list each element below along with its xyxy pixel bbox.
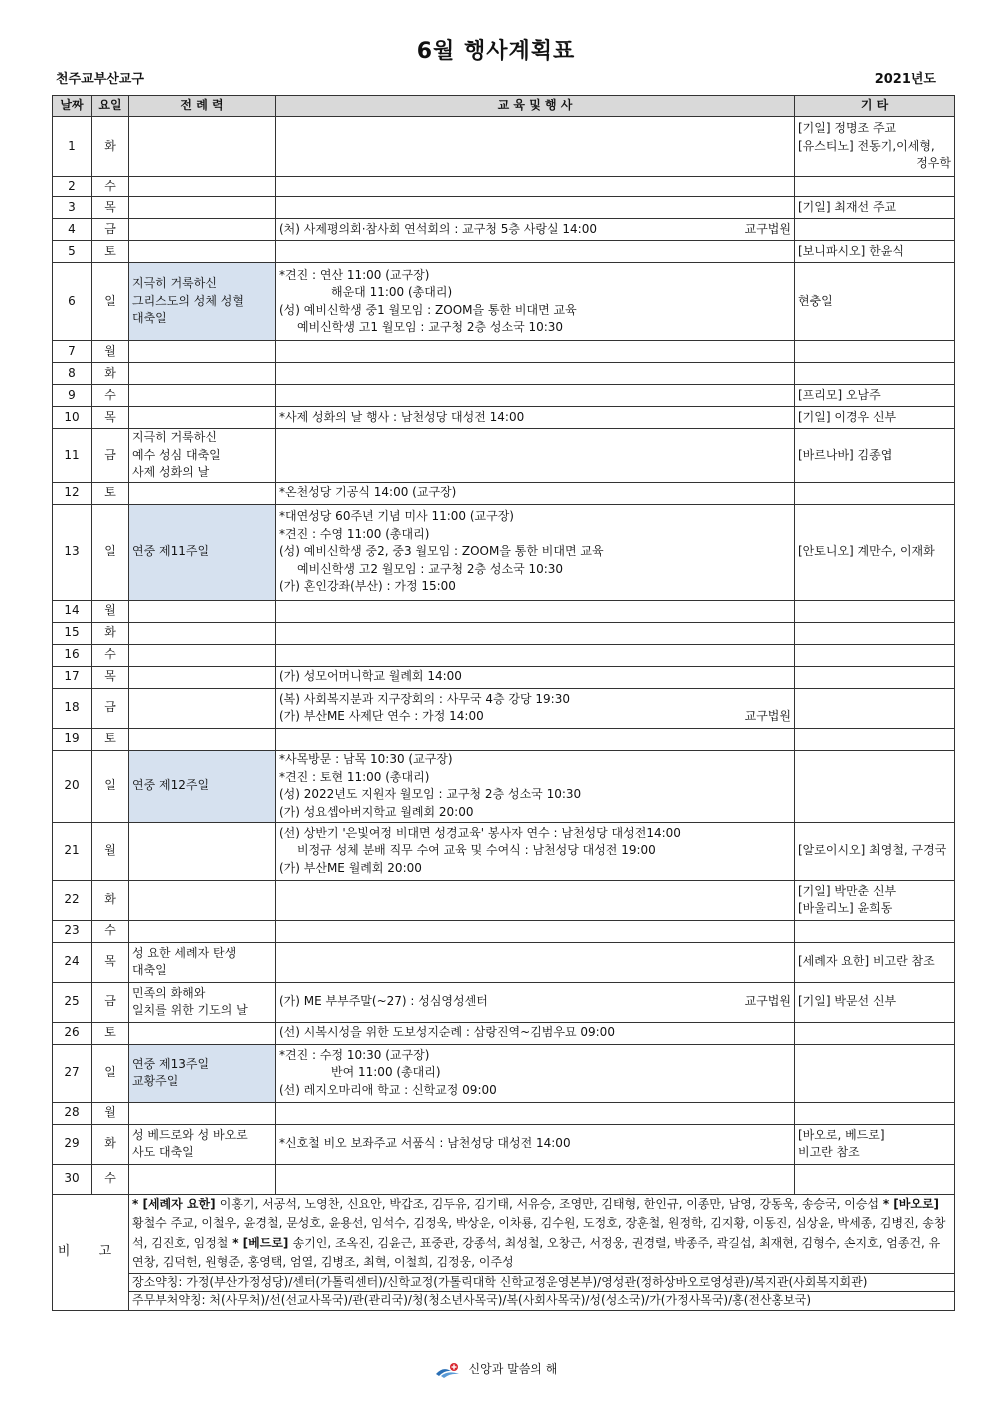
date-cell: 18 [53,688,92,728]
event-location-tag: 교구법원 [744,221,791,236]
liturgy-cell [129,177,276,197]
event-line: (성) 2022년도 지원자 월모임 : 교구청 2층 성소국 10:30 [279,787,582,801]
misc-cell [795,644,955,666]
liturgy-cell [129,1164,276,1194]
misc-cell [795,666,955,688]
events-cell [276,1164,795,1194]
event-line: *견진 : 수정 10:30 (교구장) [279,1047,430,1062]
day-row [53,1102,955,1124]
day-row [53,363,955,385]
weekday-cell: 수 [92,920,129,942]
misc-cell [795,263,955,341]
notes-names [129,1194,955,1273]
weekday-cell: 화 [92,117,129,177]
misc-cell [795,177,955,197]
misc-cell [795,241,955,263]
liturgy-cell [129,666,276,688]
day-row [53,263,955,341]
events-cell [276,942,795,982]
weekday-cell: 일 [92,750,129,822]
date-cell: 27 [53,1044,92,1102]
liturgy-line: 일치를 위한 기도의 날 [132,1003,248,1017]
events-cell [276,644,795,666]
misc-line: [기일] 박만춘 신부 [798,883,897,898]
misc-cell [795,750,955,822]
liturgy-line: 지극히 거룩하신 [132,430,217,444]
misc-cell [795,622,955,644]
day-row [53,177,955,197]
misc-cell [795,1044,955,1102]
liturgy-cell [129,942,276,982]
events-cell [276,407,795,429]
events-cell [276,920,795,942]
misc-cell [795,822,955,880]
events-cell [276,1102,795,1124]
year-label: 2021년도 [874,72,936,87]
misc-cell [795,482,955,504]
date-cell: 14 [53,600,92,622]
events-cell [276,822,795,880]
events-cell [276,1124,795,1164]
event-text: (처) 사제평의회·참사회 연석회의 : 교구청 5층 사랑실 14:00 [279,221,597,236]
events-cell [276,429,795,483]
events-cell [276,197,795,219]
event-line: (선) 상반기 '은빛여정 비대면 성경교육' 봉사자 연수 : 남천성당 대성전14:00 [279,825,681,840]
events-cell [276,177,795,197]
day-row [53,407,955,429]
date-cell: 26 [53,1022,92,1044]
header-weekday: 요일 [92,96,129,117]
liturgy-cell [129,341,276,363]
liturgy-cell [129,1044,276,1102]
date-cell: 4 [53,219,92,241]
events-cell [276,728,795,750]
weekday-cell: 월 [92,1102,129,1124]
day-row [53,644,955,666]
date-cell: 23 [53,920,92,942]
liturgy-cell [129,688,276,728]
date-cell: 30 [53,1164,92,1194]
day-row [53,728,955,750]
day-row [53,219,955,241]
day-row [53,622,955,644]
misc-line: [보니파시오] 한윤식 [798,243,904,258]
day-row [53,666,955,688]
liturgy-cell [129,920,276,942]
liturgy-cell [129,1022,276,1044]
liturgy-line: 대축일 [132,311,167,326]
liturgy-cell [129,407,276,429]
date-cell: 17 [53,666,92,688]
page-title: 6월 행사계획표 [416,39,576,64]
events-cell [276,880,795,920]
day-row [53,942,955,982]
events-cell [276,1022,795,1044]
misc-line: [바오로, 베드로] [798,1127,885,1142]
liturgy-line: 성 베드로와 성 바오로 [132,1127,248,1142]
event-line: (선) 시복시성을 위한 도보성지순례 : 삼랑진역~김범우묘 09:00 [279,1025,615,1040]
day-row [53,822,955,880]
day-row [53,688,955,728]
event-line: (성) 예비신학생 중2, 중3 월모임 : ZOOM을 통한 비대면 교육 [279,544,604,559]
day-row [53,750,955,822]
date-cell: 1 [53,117,92,177]
day-row [53,197,955,219]
event-line [279,221,791,239]
liturgy-cell [129,728,276,750]
date-cell: 7 [53,341,92,363]
places-row [53,1273,955,1292]
event-line: 해운대 11:00 (총대리) [331,285,453,299]
footer [0,1360,992,1378]
date-cell: 24 [53,942,92,982]
weekday-cell: 월 [92,600,129,622]
date-cell: 21 [53,822,92,880]
date-cell: 9 [53,385,92,407]
liturgy-line: 교황주일 [132,1074,179,1088]
weekday-cell: 화 [92,363,129,385]
event-line: 예비신학생 고1 월모임 : 교구청 2층 성소국 10:30 [297,320,564,334]
date-cell: 2 [53,177,92,197]
weekday-cell: 수 [92,1164,129,1194]
liturgy-line: 성 요한 세례자 탄생 [132,945,237,960]
date-cell: 5 [53,241,92,263]
liturgy-line: 사도 대축일 [132,1145,194,1159]
liturgy-cell [129,600,276,622]
day-row [53,341,955,363]
misc-cell [795,1022,955,1044]
weekday-cell: 수 [92,177,129,197]
day-row [53,117,955,177]
date-cell: 16 [53,644,92,666]
day-row [53,385,955,407]
misc-cell [795,341,955,363]
liturgy-line: 대축일 [132,963,167,977]
misc-line: [세례자 요한] 비고란 참조 [798,954,935,969]
date-cell: 8 [53,363,92,385]
misc-line: 비고란 참조 [798,1145,860,1159]
places-abbrev: 장소약칭: 가정(부산가정성당)/센터(가톨릭센터)/신학교정(가톨릭대학 신학교정운영본부)/영성관(정하상바오로영성관)/복지관(사회복지회관) [129,1273,955,1292]
weekday-cell: 토 [92,482,129,504]
weekday-cell: 금 [92,429,129,483]
misc-cell [795,1164,955,1194]
date-cell: 3 [53,197,92,219]
event-line: *견진 : 토현 11:00 (총대리) [279,769,430,784]
misc-line: [알로이시오] 최영철, 구경국 [798,843,947,858]
event-text: (복) 사회복지분과 지구장회의 : 사무국 4층 강당 19:30 [279,691,570,706]
liturgy-cell [129,197,276,219]
misc-cell [795,920,955,942]
liturgy-cell [129,363,276,385]
day-row [53,982,955,1022]
misc-cell [795,385,955,407]
misc-cell [795,728,955,750]
date-cell: 29 [53,1124,92,1164]
event-line: 반여 11:00 (총대리) [331,1065,441,1080]
event-line: (가) 성요셉아버지학교 월례회 20:00 [279,804,474,819]
day-row [53,880,955,920]
weekday-cell: 화 [92,880,129,920]
weekday-cell: 월 [92,822,129,880]
date-cell: 15 [53,622,92,644]
event-text: (가) ME 부부주말(~27) : 성심영성센터 [279,994,488,1009]
misc-line: 정우학 [916,156,951,171]
weekday-cell: 월 [92,341,129,363]
liturgy-line: 연중 제12주일 [132,778,210,793]
date-cell: 11 [53,429,92,483]
header-events: 교 육 및 행 사 [276,96,795,117]
event-location-tag: 교구법원 [744,709,791,723]
misc-cell [795,1124,955,1164]
events-cell [276,504,795,600]
offices-row [53,1292,955,1311]
events-cell [276,117,795,177]
events-cell [276,1044,795,1102]
event-line: *사제 성화의 날 행사 : 남천성당 대성전 14:00 [279,409,525,424]
liturgy-cell [129,1124,276,1164]
events-cell [276,363,795,385]
misc-line: [바울리노] 윤희동 [798,901,893,915]
liturgy-cell [129,982,276,1022]
liturgy-line: 예수 성심 대축일 [132,447,221,462]
liturgy-cell [129,263,276,341]
liturgy-line: 그리스도의 성체 성혈 [132,293,244,308]
event-line: *사목방문 : 남목 10:30 (교구장) [279,752,453,766]
notes-group-label: * [베드로] [232,1235,293,1250]
day-row [53,241,955,263]
misc-line: [안토니오] 계만수, 이재화 [798,544,935,559]
misc-line: [기일] 정명조 주교 [798,121,897,136]
notes-group-label: * [세례자 요한] [132,1196,220,1211]
event-text: (가) 부산ME 사제단 연수 : 가정 14:00 [279,709,484,723]
weekday-cell: 금 [92,982,129,1022]
event-line [279,993,791,1011]
misc-cell [795,219,955,241]
event-line: (선) 레지오마리애 학교 : 신학교정 09:00 [279,1082,497,1097]
weekday-cell: 토 [92,241,129,263]
header-row [53,96,955,117]
event-line: *대연성당 60주년 기념 미사 11:00 (교구장) [279,509,514,524]
notes-group-label: * [바오로] [882,1196,940,1211]
organization-name: 천주교부산교구 [56,72,144,87]
misc-cell [795,363,955,385]
weekday-cell: 목 [92,666,129,688]
event-line [279,691,791,709]
header-misc: 기 타 [795,96,955,117]
misc-line: [기일] 박문선 신부 [798,994,897,1009]
liturgy-cell [129,750,276,822]
misc-line: 현충일 [798,293,833,308]
day-row [53,504,955,600]
schedule-table [52,95,955,1311]
liturgy-cell [129,880,276,920]
liturgy-cell [129,385,276,407]
misc-cell [795,117,955,177]
notes-group-names: 이홍기, 서공석, 노영찬, 신요안, 박갑조, 김두유, 김기태, 서유승, 조영만, 김태형, 한인규, 이종만, 남영, 강동욱, 송승국, 이승섭 [219,1196,883,1211]
events-cell [276,219,795,241]
day-row [53,1022,955,1044]
notes-label: 비 고 [53,1194,129,1310]
footer-slogan: 신앙과 말씀의 해 [468,1362,558,1376]
event-line: (가) 부산ME 월례회 20:00 [279,860,422,875]
events-cell [276,263,795,341]
notes-row [53,1194,955,1273]
day-row [53,482,955,504]
liturgy-cell [129,219,276,241]
event-line: *견진 : 수영 11:00 (총대리) [279,526,430,541]
misc-line: [바르나바] 김종엽 [798,447,893,462]
weekday-cell: 수 [92,644,129,666]
notes-group-names: 송기인, 조옥진, 김윤근, 표중관, 강종석, 최성철, 오창근, 서정웅, 권경렬, 박종주, 곽길섭, 최재현, 김형수, 손지호, 엄종건, 유연창, 김덕헌, 원형준, 홍영택, 엄열, 김병조, 최혁, 이철희, 김정웅, 이주성 [132,1235,941,1269]
header-date: 날짜 [53,96,92,117]
misc-cell [795,880,955,920]
event-line: (가) 성모어머니학교 월례회 14:00 [279,669,462,684]
date-cell: 28 [53,1102,92,1124]
misc-line: [유스티노] 전동기,이세형, [798,138,935,153]
weekday-cell: 금 [92,688,129,728]
event-line: *온천성당 기공식 14:00 (교구장) [279,485,457,500]
day-row [53,429,955,483]
misc-cell [795,504,955,600]
liturgy-cell [129,822,276,880]
notes-group-names: 황철수 주교, 이철우, 윤경철, 문성호, 윤용선, 임석수, 김정욱, 박상운, 이차룡, 김수원, 도정호, 장훈철, 원정학, 김지황, 이동진, 심상윤, 박세종, 김병진, 송창석, 김진호, 임정철 [132,1216,946,1250]
misc-line: [기일] 이경우 신부 [798,409,897,424]
event-line: *신호철 비오 보좌주교 서품식 : 남천성당 대성전 14:00 [279,1136,571,1151]
misc-cell [795,1102,955,1124]
offices-abbrev: 주무부처약칭: 처(사무처)/선(선교사목국)/관(관리국)/청(청소년사목국)/복(사회사목국)/성(성소국)/가(가정사목국)/홍(전산홍보국) [129,1292,955,1311]
misc-cell [795,688,955,728]
day-row [53,600,955,622]
events-cell [276,750,795,822]
events-cell [276,385,795,407]
liturgy-cell [129,429,276,483]
events-cell [276,982,795,1022]
misc-cell [795,429,955,483]
misc-line: [프리모] 오남주 [798,387,881,402]
weekday-cell: 토 [92,1022,129,1044]
weekday-cell: 일 [92,1044,129,1102]
day-row [53,1124,955,1164]
liturgy-line: 연중 제13주일 [132,1056,210,1071]
date-cell: 22 [53,880,92,920]
liturgy-line: 사제 성화의 날 [132,465,210,479]
event-line [279,708,791,726]
liturgy-cell [129,1102,276,1124]
day-row [53,1044,955,1102]
misc-cell [795,197,955,219]
weekday-cell: 목 [92,197,129,219]
event-line: 비정규 성체 분배 직무 수여 교육 및 수여식 : 남천성당 대성전 19:00 [297,843,656,858]
weekday-cell: 금 [92,219,129,241]
liturgy-line: 연중 제11주일 [132,544,210,559]
liturgy-cell [129,644,276,666]
misc-cell [795,982,955,1022]
date-cell: 6 [53,263,92,341]
date-cell: 20 [53,750,92,822]
events-cell [276,688,795,728]
weekday-cell: 일 [92,504,129,600]
date-cell: 19 [53,728,92,750]
weekday-cell: 화 [92,622,129,644]
weekday-cell: 목 [92,942,129,982]
date-cell: 25 [53,982,92,1022]
events-cell [276,666,795,688]
liturgy-line: 지극히 거룩하신 [132,276,217,291]
liturgy-line: 민족의 화해와 [132,985,206,1000]
misc-cell [795,600,955,622]
events-cell [276,600,795,622]
event-line: (성) 예비신학생 중1 월모임 : ZOOM을 통한 비대면 교육 [279,302,577,317]
events-cell [276,241,795,263]
liturgy-cell [129,241,276,263]
event-line: 예비신학생 고2 월모임 : 교구청 2층 성소국 10:30 [297,561,564,576]
misc-cell [795,942,955,982]
events-cell [276,622,795,644]
date-cell: 13 [53,504,92,600]
events-cell [276,341,795,363]
liturgy-cell [129,622,276,644]
weekday-cell: 일 [92,263,129,341]
diocese-logo-icon [435,1362,461,1378]
liturgy-cell [129,482,276,504]
liturgy-cell [129,117,276,177]
day-row [53,920,955,942]
weekday-cell: 토 [92,728,129,750]
events-cell [276,482,795,504]
date-cell: 10 [53,407,92,429]
misc-line: [기일] 최재선 주교 [798,199,897,214]
header-liturgy: 전 례 력 [129,96,276,117]
event-line: (가) 혼인강좌(부산) : 가정 15:00 [279,579,456,594]
weekday-cell: 화 [92,1124,129,1164]
liturgy-cell [129,504,276,600]
misc-cell [795,407,955,429]
day-row [53,1164,955,1194]
event-location-tag: 교구법원 [744,994,791,1009]
weekday-cell: 목 [92,407,129,429]
weekday-cell: 수 [92,385,129,407]
date-cell: 12 [53,482,92,504]
event-line: *견진 : 연산 11:00 (교구장) [279,267,430,282]
